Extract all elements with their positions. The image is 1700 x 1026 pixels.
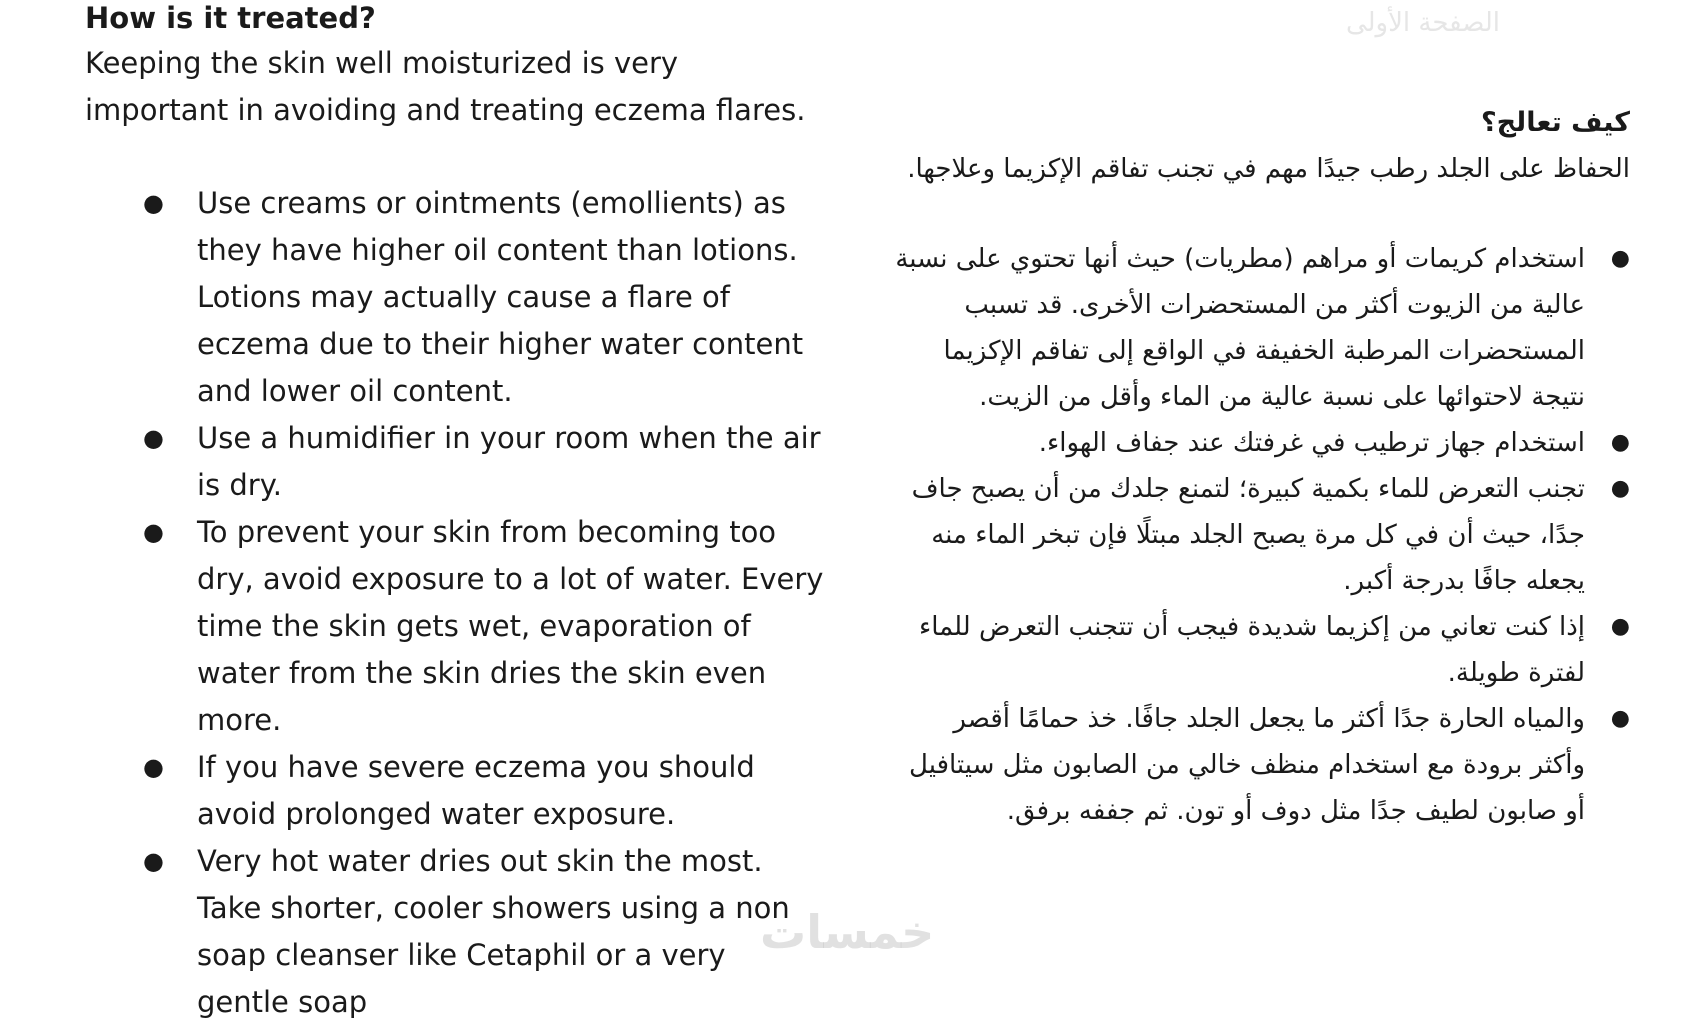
bullet-icon: ● [143,753,164,781]
bullet-icon: ● [143,847,164,875]
list-item-text: Use creams or ointments (emollients) as they have higher oil content than lotions. Lotions may actually cause a flare of eczema due to their higher water content and lower oil content. [197,186,804,408]
bullet-icon: ● [143,518,164,546]
list-item-text: استخدام كريمات أو مراهم (مطريات) حيث أنها تحتوي على نسبة عالية من الزيوت أكثر من المستحضرات الأخرى. قد تسبب المستحضرات المرطبة الخفيفة في الواقع إلى تفاقم الإكزيما نتيجة لاحتوائها على نسبة عالية من الماء وأقل من الزيت. [895,244,1585,412]
list-item [895,420,1630,466]
list-item [85,180,825,415]
list-item-text: To prevent your skin from becoming too dry, avoid exposure to a lot of water. Every time the skin gets wet, evaporation of water from the skin dries the skin even more. [197,515,824,737]
english-heading: How is it treated? [85,1,376,35]
list-item-text: If you have severe eczema you should avoid prolonged water exposure. [197,750,755,831]
arabic-column [895,100,1630,834]
list-item-text: Use a humidifier in your room when the air is dry. [197,421,821,502]
arabic-heading: كيف تعالج؟ [1480,107,1630,138]
bullet-icon: ● [1610,246,1630,271]
arabic-intro: الحفاظ على الجلد رطب جيدًا مهم في تجنب تفاقم الإكزيما وعلاجها. [907,154,1630,184]
list-item [85,415,825,509]
list-item-text: إذا كنت تعاني من إكزيما شديدة فيجب أن تتجنب التعرض للماء لفترة طويلة. [919,612,1585,688]
bullet-icon: ● [143,424,164,452]
watermark-logo: خمسات [760,905,935,959]
list-item [895,604,1630,696]
list-item [85,744,825,838]
list-item [895,696,1630,834]
faded-header-artifact: الصفحة الأولى [1345,8,1500,38]
list-item [895,466,1630,604]
list-item [85,509,825,744]
bullet-icon: ● [1610,614,1630,639]
english-intro: Keeping the skin well moisturized is very important in avoiding and treating eczema flares. [85,46,806,127]
english-column [85,0,825,1026]
bullet-icon: ● [143,189,164,217]
arabic-bullet-list [895,236,1630,834]
bullet-icon: ● [1610,430,1630,455]
list-item [85,838,825,1026]
list-item-text: تجنب التعرض للماء بكمية كبيرة؛ لتمنع جلدك من أن يصبح جاف جدًا، حيث أن في كل مرة يصبح الجلد مبتلًا فإن تبخر الماء منه يجعله جافًا بدرجة أكبر. [911,474,1585,596]
list-item [895,236,1630,420]
english-bullet-list [85,180,825,1026]
list-item-text: استخدام جهاز ترطيب في غرفتك عند جفاف الهواء. [1038,428,1585,458]
bullet-icon: ● [1610,476,1630,501]
list-item-text: Very hot water dries out skin the most. Take shorter, cooler showers using a non soap cleanser like Cetaphil or a very gentle soap [197,844,790,1019]
bullet-icon: ● [1610,706,1630,731]
list-item-text: والمياه الحارة جدًا أكثر ما يجعل الجلد جافًا. خذ حمامًا أقصر وأكثر برودة مع استخدام منظف خالي من الصابون مثل سيتافيل أو صابون لطيف جدًا مثل دوف أو تون. ثم جففه برفق. [909,704,1585,826]
